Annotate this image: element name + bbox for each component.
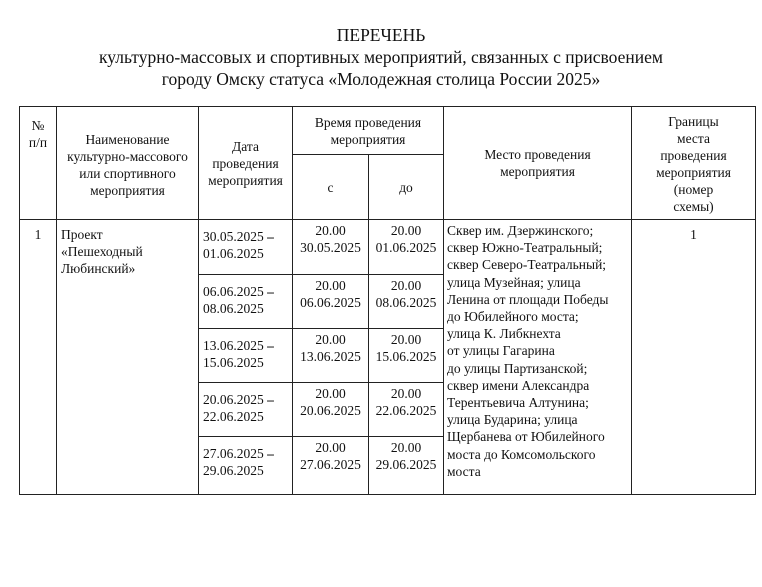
time-to-1: 20.00 01.06.2025 xyxy=(369,220,444,275)
time-to-5: 20.00 29.06.2025 xyxy=(369,437,444,495)
date-range-5: 27.06.2025 – 29.06.2025 xyxy=(199,437,293,495)
header-scheme: Границы места проведения мероприятия (номер схемы) xyxy=(632,107,756,220)
header-event-date: Дата проведения мероприятия xyxy=(199,107,293,220)
header-event-name: Наименование культурно-массового или спортивного мероприятия xyxy=(57,107,199,220)
header-time-to: до xyxy=(369,155,444,220)
date-range-2: 06.06.2025 – 08.06.2025 xyxy=(199,275,293,329)
row-number: 1 xyxy=(20,220,57,495)
document-subtitle-line-2: городу Омску статуса «Молодежная столица России 2025» xyxy=(161,69,601,89)
time-from-5: 20.00 27.06.2025 xyxy=(293,437,369,495)
time-from-3: 20.00 13.06.2025 xyxy=(293,329,369,383)
scheme-number: 1 xyxy=(632,220,756,495)
time-to-2: 20.00 08.06.2025 xyxy=(369,275,444,329)
date-range-1: 30.05.2025 – 01.06.2025 xyxy=(199,220,293,275)
document-subtitle-line-1: культурно-массовых и спортивных мероприятий, связанных с присвоением xyxy=(99,47,663,67)
document-title: ПЕРЕЧЕНЬ xyxy=(336,25,426,45)
time-from-4: 20.00 20.06.2025 xyxy=(293,383,369,437)
date-range-4: 20.06.2025 – 22.06.2025 xyxy=(199,383,293,437)
header-time-from: с xyxy=(293,155,369,220)
time-from-1: 20.00 30.05.2025 xyxy=(293,220,369,275)
header-place: Место проведения мероприятия xyxy=(444,107,632,220)
time-to-4: 20.00 22.06.2025 xyxy=(369,383,444,437)
table-row xyxy=(20,220,756,275)
header-time-group: Время проведения мероприятия xyxy=(293,107,444,155)
header-number: № п/п xyxy=(20,107,57,220)
event-name: Проект «Пешеходный Любинский» xyxy=(57,220,199,495)
event-place: Сквер им. Дзержинского; сквер Южно-Театральный; сквер Северо-Театральный; улица Музейная; улица Ленина от площади Победы до Юбилейного моста; улица К. Либкнехта от улицы Гагарина до улицы Партизанской; сквер имени Александра Терентьевича Алтунина; улица Бударина; улица Щербанева от Юбилейного моста до Комсомольского моста xyxy=(444,220,632,495)
events-table xyxy=(19,106,756,495)
time-from-2: 20.00 06.06.2025 xyxy=(293,275,369,329)
time-to-3: 20.00 15.06.2025 xyxy=(369,329,444,383)
date-range-3: 13.06.2025 – 15.06.2025 xyxy=(199,329,293,383)
